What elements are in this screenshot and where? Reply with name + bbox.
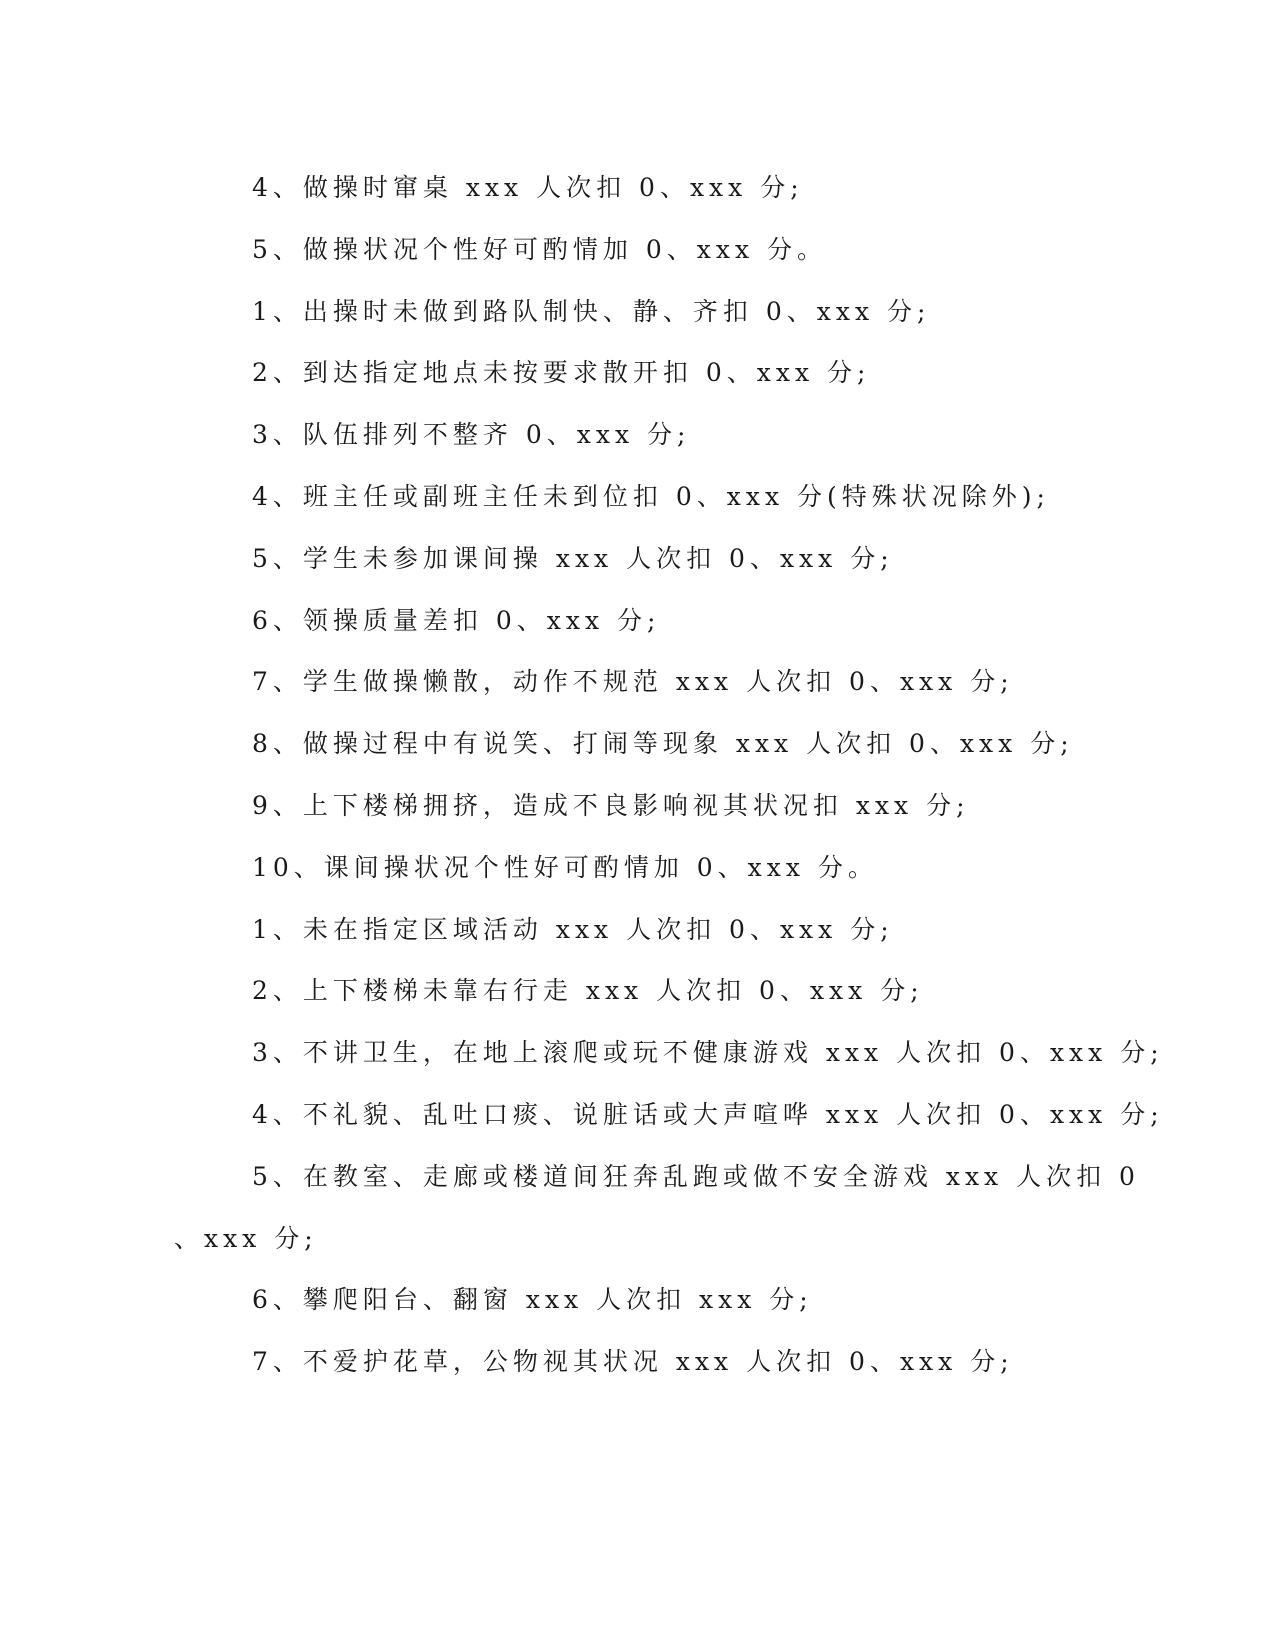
document-body [174, 157, 1164, 1393]
rule-line: 4、不礼貌、乱吐口痰、说脏话或大声喧哗 xxx 人次扣 0、xxx 分; [252, 1099, 1164, 1129]
rule-line: 8、做操过程中有说笑、打闹等现象 xxx 人次扣 0、xxx 分; [252, 729, 1074, 759]
rule-line: 7、学生做操懒散，动作不规范 xxx 人次扣 0、xxx 分; [252, 667, 1014, 697]
rule-line: 6、领操质量差扣 0、xxx 分; [252, 605, 661, 635]
rule-line-continuation: 、xxx 分; [174, 1223, 318, 1253]
rule-line: 4、做操时窜桌 xxx 人次扣 0、xxx 分; [252, 173, 804, 202]
rule-line: 5、学生未参加课间操 xxx 人次扣 0、xxx 分; [252, 543, 894, 573]
rule-line: 5、做操状况个性好可酌情加 0、xxx 分。 [252, 234, 828, 264]
rule-line: 3、不讲卫生，在地上滚爬或玩不健康游戏 xxx 人次扣 0、xxx 分; [252, 1038, 1164, 1068]
rule-line: 7、不爱护花草，公物视其状况 xxx 人次扣 0、xxx 分; [252, 1347, 1014, 1377]
rule-line: 2、到达指定地点未按要求散开扣 0、xxx 分; [252, 358, 871, 388]
rule-line: 1、出操时未做到路队制快、静、齐扣 0、xxx 分; [252, 296, 931, 326]
rule-line: 5、在教室、走廊或楼道间狂奔乱跑或做不安全游戏 xxx 人次扣 0 [252, 1161, 1140, 1191]
rule-line: 3、队伍排列不整齐 0、xxx 分; [252, 420, 691, 450]
rule-line: 6、攀爬阳台、翻窗 xxx 人次扣 xxx 分; [252, 1285, 813, 1315]
rule-line: 4、班主任或副班主任未到位扣 0、xxx 分(特殊状况除外); [252, 481, 1050, 511]
rule-line: 1、未在指定区域活动 xxx 人次扣 0、xxx 分; [252, 914, 894, 944]
rule-line: 2、上下楼梯未靠右行走 xxx 人次扣 0、xxx 分; [252, 976, 924, 1006]
rule-line: 9、上下楼梯拥挤，造成不良影响视其状况扣 xxx 分; [252, 790, 970, 820]
rule-line: 10、课间操状况个性好可酌情加 0、xxx 分。 [252, 852, 878, 882]
